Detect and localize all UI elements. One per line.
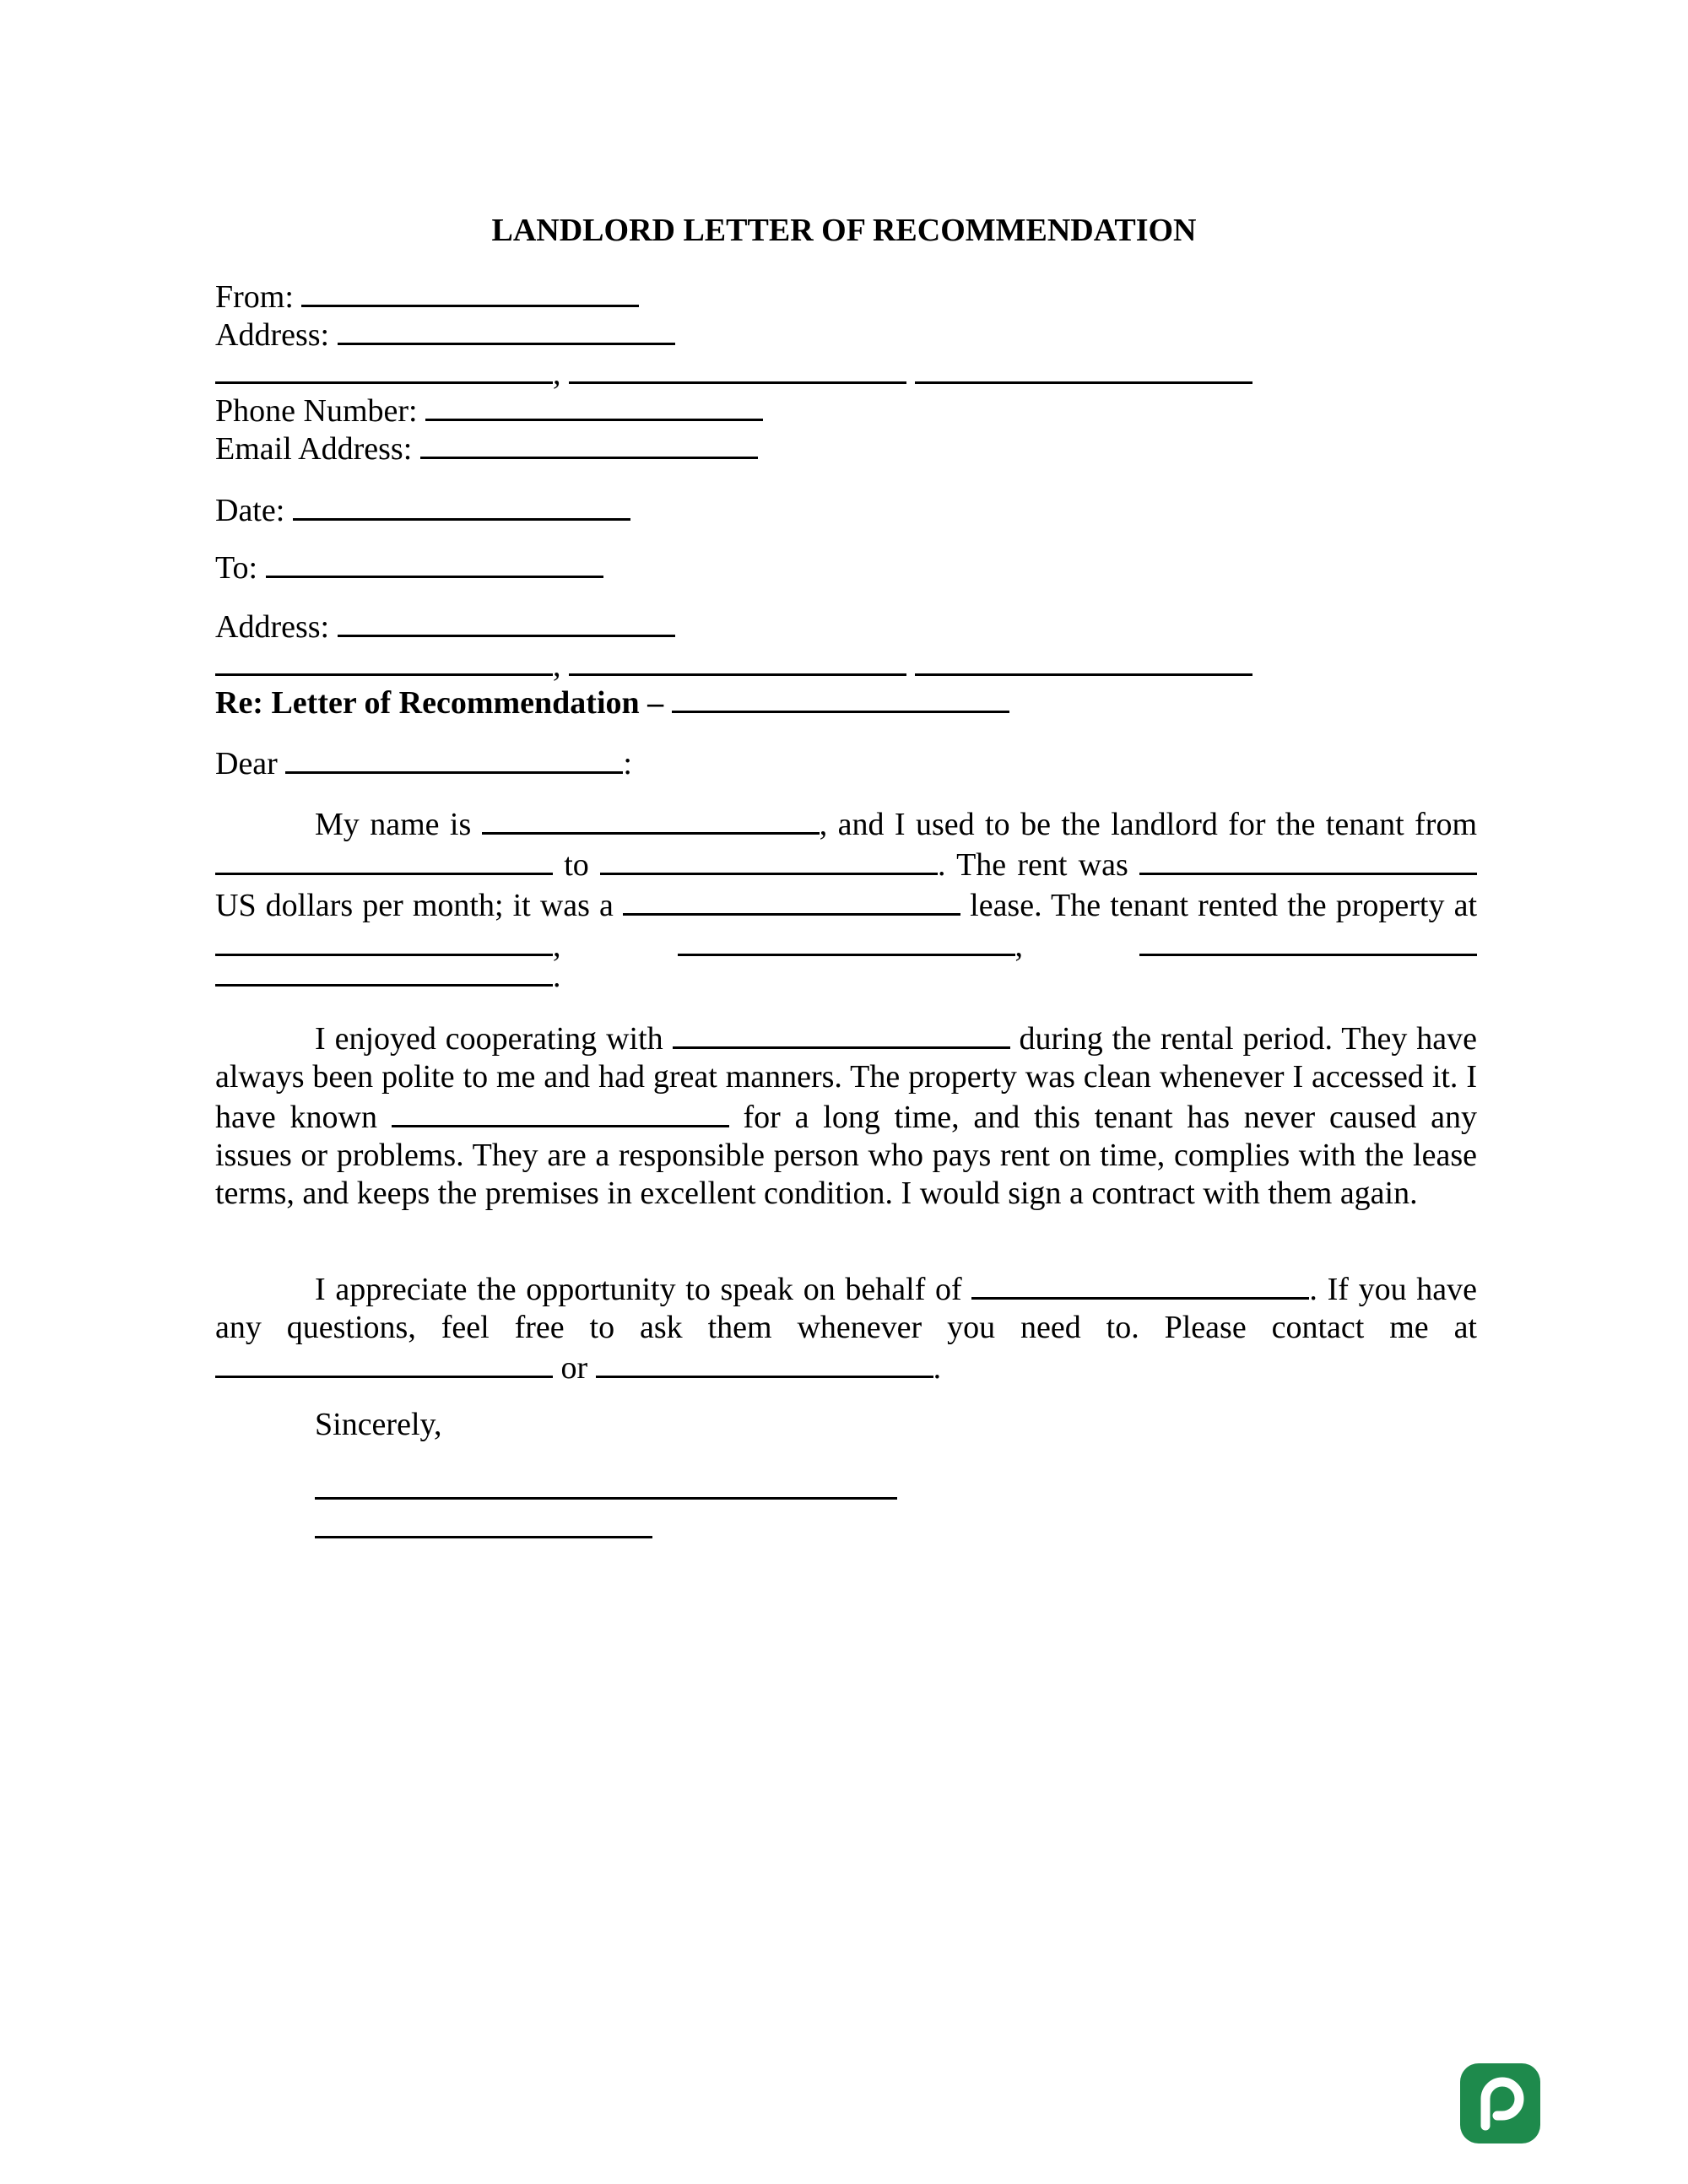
signature-blank[interactable] <box>315 1468 897 1500</box>
property-state-blank[interactable] <box>1139 925 1477 956</box>
document-title: LANDLORD LETTER OF RECOMMENDATION <box>491 213 1197 248</box>
tenant-name-blank[interactable] <box>673 1018 1010 1049</box>
rental-end-blank[interactable] <box>600 844 938 875</box>
lease-type-blank[interactable] <box>623 884 960 916</box>
to-label: To: <box>215 550 258 586</box>
city-blank[interactable] <box>215 353 553 384</box>
recipient-address-line <box>215 606 675 646</box>
phone-blank[interactable] <box>425 390 763 421</box>
rental-start-blank[interactable] <box>215 844 553 875</box>
address-label: Address: <box>215 317 330 353</box>
landlord-name-blank[interactable] <box>482 803 820 835</box>
paragraph-1-end: . <box>215 955 561 996</box>
rent-amount-blank[interactable] <box>1139 844 1477 875</box>
property-city-blank[interactable] <box>678 925 1015 956</box>
re-blank[interactable] <box>672 682 1009 713</box>
signature-line <box>315 1468 897 1509</box>
salutation-suffix: : <box>623 746 632 781</box>
comma: , <box>553 356 561 392</box>
recipient-address-label: Address: <box>215 609 330 645</box>
printed-name-blank[interactable] <box>315 1507 652 1538</box>
printed-name-line <box>315 1507 652 1548</box>
city-state-zip-line <box>215 353 1252 393</box>
paragraph-3: I appreciate the opportunity to speak on behalf of . If you have any questions, feel free to ask them whenever you need to. Please contact me at or . <box>215 1268 1477 1387</box>
email-blank[interactable] <box>420 428 758 459</box>
re-label: Re: Letter of Recommendation – <box>215 685 664 721</box>
property-street-blank[interactable] <box>215 925 553 956</box>
re-line <box>215 682 1009 722</box>
email-line <box>215 428 758 468</box>
date-line <box>215 489 630 530</box>
contact-phone-blank[interactable] <box>215 1347 553 1378</box>
from-blank[interactable] <box>301 276 639 307</box>
zip-blank[interactable] <box>915 353 1252 384</box>
pdfsimpli-logo-icon <box>1460 2063 1540 2143</box>
behalf-of-blank[interactable] <box>971 1268 1309 1300</box>
salutation-blank[interactable] <box>285 743 623 774</box>
known-tenant-blank[interactable] <box>392 1096 729 1127</box>
to-blank[interactable] <box>266 547 603 578</box>
recipient-zip-blank[interactable] <box>915 645 1252 676</box>
state-blank[interactable] <box>569 353 906 384</box>
closing: Sincerely, <box>315 1407 442 1442</box>
recipient-city-blank[interactable] <box>215 645 553 676</box>
phone-line <box>215 390 763 430</box>
salutation-line <box>215 743 632 783</box>
recipient-address-blank[interactable] <box>338 606 675 637</box>
contact-email-blank[interactable] <box>596 1347 933 1378</box>
email-label: Email Address: <box>215 431 413 467</box>
phone-label: Phone Number: <box>215 393 418 429</box>
from-line <box>215 276 639 316</box>
address-blank[interactable] <box>338 314 675 345</box>
paragraph-2: I enjoyed cooperating with during the rental period. They have always been polite to me and had great manners. The property was clean whenever I accessed it. I have known for a long time, and this tenant has never caused any issues or problems. They are a responsible person who pays rent on time, complies with the lease terms, and keeps the premises in excellent condition. I would sign a contract with them again. <box>215 1018 1477 1213</box>
salutation-prefix: Dear <box>215 746 278 781</box>
recipient-city-state-zip-line <box>215 645 1252 685</box>
comma: , <box>553 648 561 684</box>
date-label: Date: <box>215 493 285 528</box>
to-line <box>215 547 603 587</box>
from-label: From: <box>215 279 294 315</box>
property-zip-blank[interactable] <box>215 955 553 987</box>
address-line <box>215 314 675 354</box>
recipient-state-blank[interactable] <box>569 645 906 676</box>
paragraph-1: My name is , and I used to be the landlord for the tenant from to . The rent was US dollars per month; it was a lease. The tenant rented the property at , , <box>215 803 1477 965</box>
date-blank[interactable] <box>293 489 630 521</box>
